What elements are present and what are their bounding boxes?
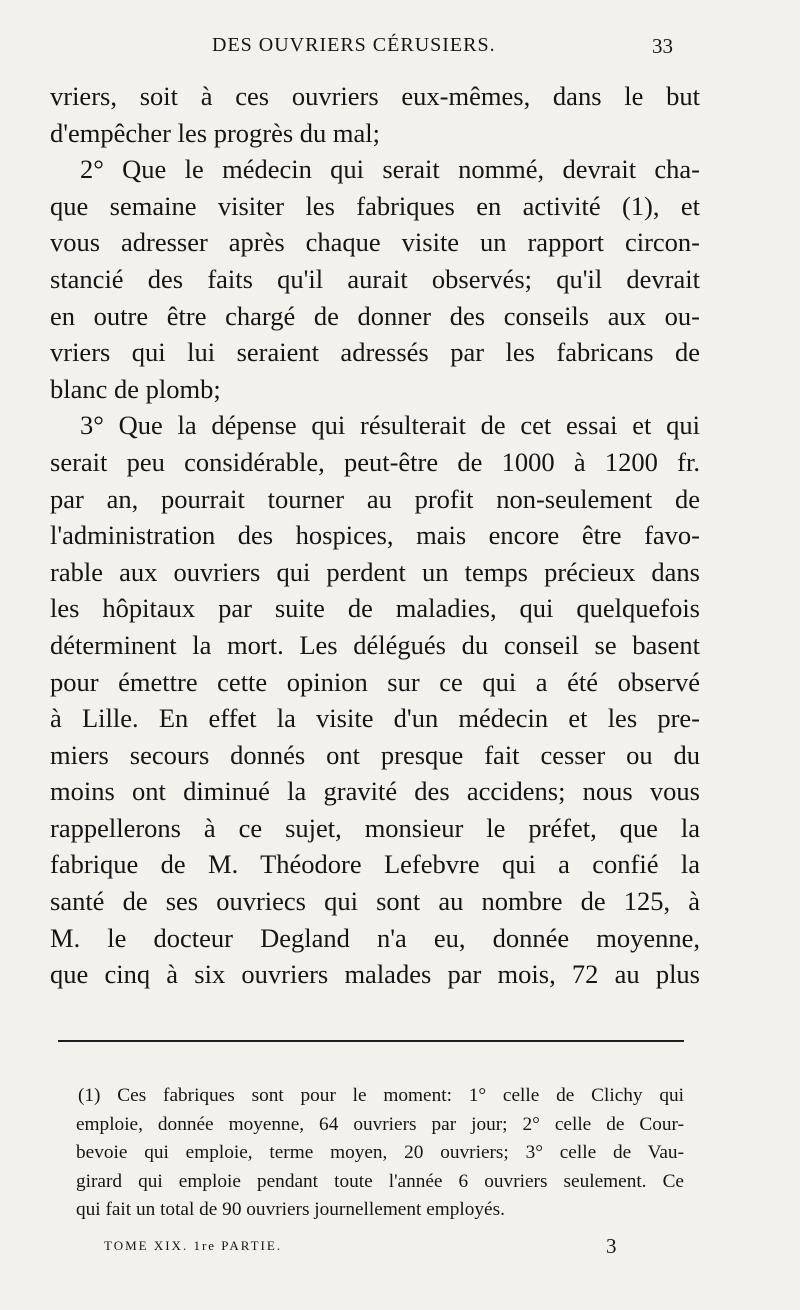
body-line: pour émettre cette opinion sur ce qui a été observé [50,666,700,697]
body-line: santé de ses ouvriecs qui sont au nombre de 125, à [50,886,700,917]
body-line: serait peu considérable, peut-être de 1000 à 1200 fr. [50,446,700,477]
body-line: fabrique de M. Théodore Lefebvre qui a confié la [50,849,700,880]
running-head [0,34,800,68]
body-line: que semaine visiter les fabriques en activité (1), et [50,190,700,221]
footnote-line: girard qui emploie pendant toute l'année 6 ouvriers seulement. Ce [76,1170,684,1192]
body-line: en outre être chargé de donner des conseils aux ou- [50,300,700,331]
body-line: l'administration des hospices, mais encore être favo- [50,520,700,551]
footnote-line: qui fait un total de 90 ouvriers journellement employés. [76,1199,505,1220]
body-line: rable aux ouvriers qui perdent un temps précieux dans [50,556,700,587]
signature-mark: TOME XIX. 1re PARTIE. [104,1238,283,1253]
body-line: les hôpitaux par suite de maladies, qui quelquefois [50,593,700,624]
body-line: blanc de plomb; [50,373,221,404]
sheet-number: 3 [606,1234,617,1258]
footnote-line: bevoie qui emploie, terme moyen, 20 ouvriers; 3° celle de Vau- [76,1142,684,1163]
body-line: miers secours donnés ont presque fait cesser ou du [50,739,700,770]
body-line: moins ont diminué la gravité des accidens; nous vous [50,776,700,807]
body-text [50,78,700,993]
body-line: stancié des faits qu'il aurait observés; qu'il devrait [50,263,700,294]
page-footer [0,1236,800,1266]
body-line: que cinq à six ouvriers malades par mois, 72 au plus [50,959,700,990]
running-title: DES OUVRIERS CÉRUSIERS. [212,34,496,56]
footnote-line: emploie, donnée moyenne, 64 ouvriers par jour; 2° celle de Cour- [76,1113,684,1135]
body-line: vriers, soit à ces ouvriers eux-mêmes, dans le but [50,81,700,111]
body-line: vriers qui lui seraient adressés par les fabricans de [50,337,700,368]
body-line: rappellerons à ce sujet, monsieur le préfet, que la [50,812,700,843]
page-number: 33 [652,34,673,58]
body-line: déterminent la mort. Les délégués du conseil se basent [50,629,700,660]
body-line: à Lille. En effet la visite d'un médecin et les pre- [50,703,700,734]
footnote [76,1082,684,1225]
body-line: M. le docteur Degland n'a eu, donnée moyenne, [50,922,700,953]
body-line: 3° Que la dépense qui résulterait de cet essai et qui [80,410,700,441]
body-line: d'empêcher les progrès du mal; [50,117,381,148]
body-line: 2° Que le médecin qui serait nommé, devrait cha- [80,154,700,185]
footnote-rule [58,1040,684,1042]
footnote-line: (1) Ces fabriques sont pour le moment: 1° celle de Clichy qui [78,1085,684,1106]
body-line: par an, pourrait tourner au profit non-seulement de [50,483,700,514]
body-line: vous adresser après chaque visite un rapport circon- [50,227,700,258]
